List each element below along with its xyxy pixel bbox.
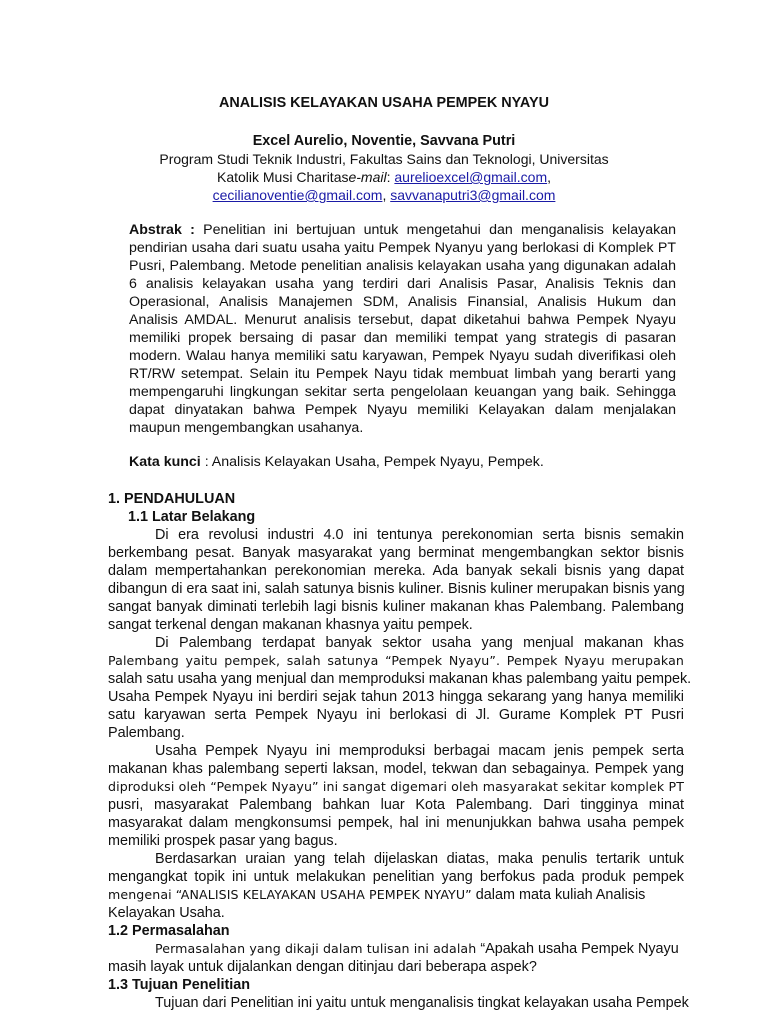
body-line: satu karyawan serta Pempek Nyayu ini berlokasi di Jl. Gurame Komplek PT Pusri xyxy=(108,707,684,723)
abstract-line: RT/RW setempat. Selain itu Pempek Nayu tidak membuat limbah yang berarti yang xyxy=(129,366,676,382)
paper-authors: Excel Aurelio, Noventie, Savvana Putri xyxy=(252,133,516,149)
abstract-line: maupun mengembangkan usahanya. xyxy=(129,420,364,436)
body-line: Palembang. xyxy=(108,725,185,741)
body-line: makanan khas palembang seperti laksan, model, tekwan dan sebagainya. Pempek yang xyxy=(108,761,684,777)
keywords: Kata kunci : Analisis Kelayakan Usaha, Pempek Nyayu, Pempek. xyxy=(129,454,544,470)
email-link-3[interactable]: savvanaputri3@gmail.com xyxy=(390,187,556,203)
abstract-line: Analisis AMDAL. Menurut analisis tersebut, dapat diketahui bahwa Pempek Nyayu xyxy=(129,312,676,328)
abstract-line: Pusri, Palembang. Metode penelitian analisis kelayakan usaha yang digunakan adalah xyxy=(129,258,676,274)
body-line: dibangun di era saat ini, salah satunya bisnis kuliner. Bisnis kuliner merupakan bisnis yang xyxy=(108,581,685,597)
affiliation-line-1: Program Studi Teknik Industri, Fakultas Sains dan Teknologi, Universitas xyxy=(159,151,609,167)
abstract-line: modern. Walau hanya memiliki satu karyawan, Pempek Nyayu sudah diverifikasi oleh xyxy=(129,348,676,364)
abstract-line: memiliki propek bersaing di pasar dan memiliki tempat yang strategis di pasaran xyxy=(129,330,676,346)
affiliation-line-3: cecilianoventie@gmail.com, savvanaputri3@gmail.com xyxy=(212,187,556,203)
body-line: Permasalahan yang dikaji dalam tulisan ini adalah “Apakah usaha Pempek Nyayu xyxy=(155,941,679,957)
body-line: masyarakat dalam mengkonsumsi pempek, hal ini menunjukkan bahwa usaha pempek xyxy=(108,815,684,831)
body-line: masih layak untuk dijalankan dengan ditinjau dari beberapa aspek? xyxy=(108,959,537,975)
section-heading-1-1: 1.1 Latar Belakang xyxy=(128,509,256,525)
section-heading-1-3: 1.3 Tujuan Penelitian xyxy=(108,977,251,993)
body-line: dalam mempertahankan perekonomian mereka. Ada banyak sekali bisnis yang dapat xyxy=(108,563,684,579)
body-line: mengenai “ANALISIS KELAYAKAN USAHA PEMPEK NYAYU” dalam mata kuliah Analisis xyxy=(108,887,646,903)
body-line: mengangkat topik ini untuk melakukan penelitian yang berfokus pada produk pempek xyxy=(108,869,684,885)
body-line: Berdasarkan uraian yang telah dijelaskan diatas, maka penulis tertarik untuk xyxy=(155,851,684,867)
body-line: berkembang pesat. Banyak masyarakat yang berminat mengembangkan sektor bisnis xyxy=(108,545,684,561)
abstract-line: Abstrak : Penelitian ini bertujuan untuk mengetahui dan menganalisis kelayakan xyxy=(129,222,676,238)
body-line: salah satu usaha yang menjual dan memproduksi makanan khas palembang yaitu pempek. xyxy=(108,671,692,687)
email-link-1[interactable]: aurelioexcel@gmail.com xyxy=(394,169,548,185)
section-heading-1-2: 1.2 Permasalahan xyxy=(108,923,230,939)
abstract-line: 6 analisis kelayakan usaha yang terdiri dari Analisis Pasar, Analisis Teknis dan xyxy=(129,276,676,292)
email-link-2[interactable]: cecilianoventie@gmail.com xyxy=(212,187,383,203)
section-heading-1: 1. PENDAHULUAN xyxy=(108,491,236,507)
body-line: Di era revolusi industri 4.0 ini tentunya perekonomian serta bisnis semakin xyxy=(155,527,684,543)
body-line: Usaha Pempek Nyayu ini memproduksi berbagai macam jenis pempek serta xyxy=(155,743,684,759)
paper-title: ANALISIS KELAYAKAN USAHA PEMPEK NYAYU xyxy=(219,95,549,111)
body-line: sangat terkenal dengan makanan khasnya yaitu pempek. xyxy=(108,617,473,633)
body-line: diproduksi oleh “Pempek Nyayu” ini sangat digemari oleh masyarakat sekitar komplek PT xyxy=(108,779,684,794)
body-line: sangat banyak diminati terlebih lagi bisnis kuliner makanan khas Palembang. Palembang xyxy=(108,599,684,615)
abstract-line: Operasional, Analisis Manajemen SDM, Analisis Finansial, Analisis Hukum dan xyxy=(129,294,676,310)
body-line: Kelayakan Usaha. xyxy=(108,905,225,921)
body-line: Usaha Pempek Nyayu ini berdiri sejak tahun 2013 hingga sekarang yang hanya memiliki xyxy=(108,689,684,705)
abstract-line: mempengaruhi lingkungan sekitar serta pengelolaan keuangan yang baik. Sehingga xyxy=(129,384,676,400)
body-line: pusri, masyarakat Palembang bahkan luar Kota Palembang. Dari tingginya minat xyxy=(108,797,684,813)
body-line: Palembang yaitu pempek, salah satunya “Pempek Nyayu”. Pempek Nyayu merupakan xyxy=(108,653,684,668)
body-line: memiliki prospek pasar yang bagus. xyxy=(108,833,338,849)
body-line: Tujuan dari Penelitian ini yaitu untuk menganalisis tingkat kelayakan usaha Pempek xyxy=(155,995,689,1011)
abstract-line: pendirian usaha dari suatu usaha yaitu Pempek Nyanyu yang berlokasi di Komplek PT xyxy=(129,240,676,256)
body-line: Di Palembang terdapat banyak sektor usaha yang menjual makanan khas xyxy=(155,635,684,651)
abstract-label: Abstrak : xyxy=(129,222,195,238)
abstract-line: dapat dinyatakan bahwa Pempek Nyayu memiliki Kelayakan dalam menjalakan xyxy=(129,402,676,418)
affiliation-line-2: Katolik Musi Charitase-mail: aurelioexcel@gmail.com, xyxy=(216,169,551,185)
